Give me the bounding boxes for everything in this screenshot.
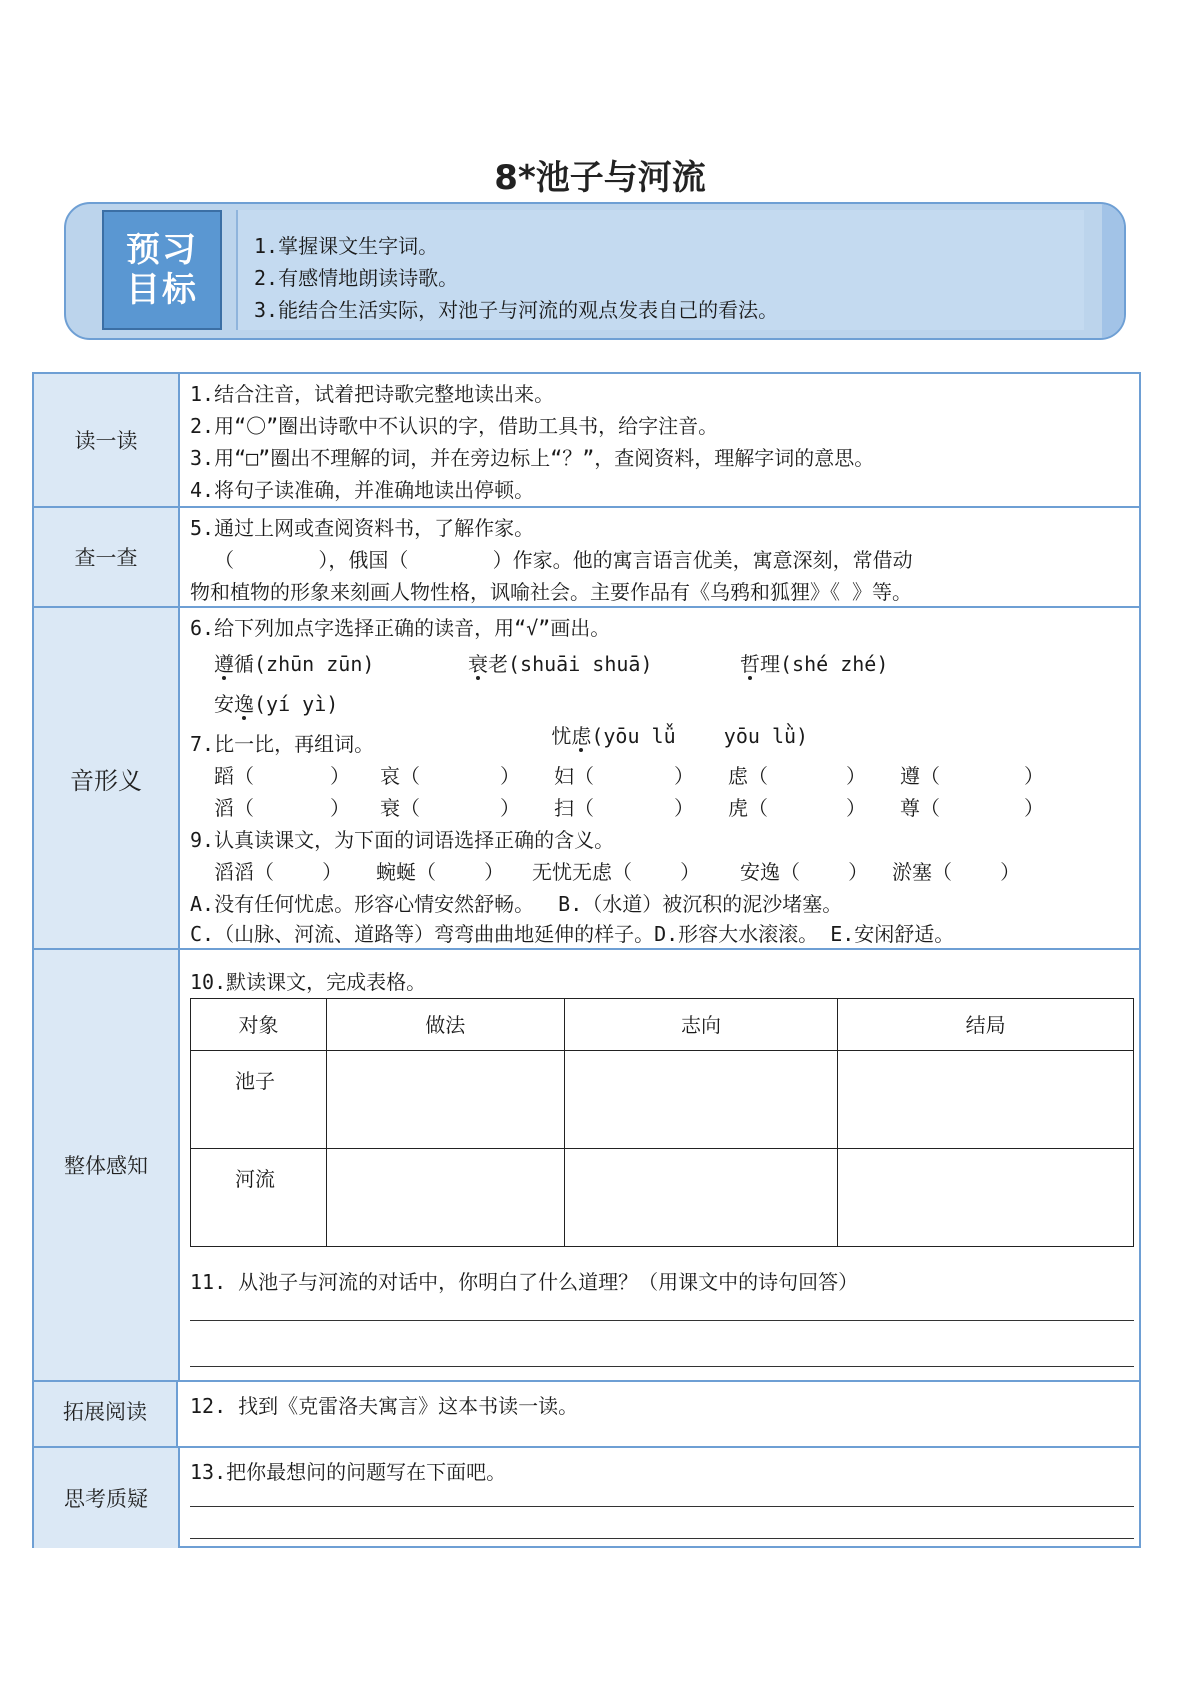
word-blank[interactable]: 淤塞（ ） [892, 860, 1021, 884]
compare-blank-end[interactable]: ） [1024, 764, 1044, 788]
dotted-char: 衰 [468, 652, 488, 676]
answer-cell[interactable] [838, 1051, 1134, 1149]
compare-blank-end[interactable]: ） [674, 764, 694, 788]
compare-blank-end[interactable]: ） [330, 764, 350, 788]
question-line: 13.把你最想问的问题写在下面吧。 [190, 1460, 507, 1484]
answer-cell[interactable] [838, 1149, 1134, 1247]
section-label: 读一读 [34, 374, 180, 506]
answer-line[interactable] [190, 1506, 1134, 1507]
compare-blank-end[interactable]: ） [330, 796, 350, 820]
option-line: A.没有任何忧虑。形容心情安然舒畅。 B.（水道）被沉积的泥沙堵塞。 [190, 892, 843, 916]
page-title: 8*池子与河流 [494, 158, 706, 198]
preview-goals-box [64, 202, 1126, 340]
pinyin-item[interactable]: 衰老(shuāi shuā) [468, 652, 653, 676]
compare-char: 扫（ [554, 796, 594, 820]
compare-char: 遵（ [900, 764, 940, 788]
question-line: 9.认真读课文，为下面的词语选择正确的含义。 [190, 828, 615, 852]
question-line: 6.给下列加点字选择正确的读音，用“√”画出。 [190, 616, 611, 640]
compare-char: 蹈（ [214, 764, 254, 788]
word-blank[interactable]: 蜿蜒（ ） [376, 860, 505, 884]
section-content [180, 608, 1139, 948]
compare-blank-end[interactable]: ） [846, 796, 866, 820]
word-blank[interactable]: 滔滔（ ） [214, 860, 343, 884]
answer-cell[interactable] [564, 1149, 838, 1247]
pinyin-item[interactable]: 哲理(shé zhé) [740, 652, 889, 676]
compare-blank-end[interactable]: ） [674, 796, 694, 820]
section-content [180, 508, 1139, 606]
question-line: 7.比一比，再组词。 [190, 732, 375, 756]
section-content [180, 950, 1139, 1380]
question-line: 11. 从池子与河流的对话中，你明白了什么道理？（用课文中的诗句回答） [190, 1270, 859, 1294]
question-line: 2.用“〇”圈出诗歌中不认识的字，借助工具书，给字注音。 [190, 414, 719, 438]
question-line: 5.通过上网或查阅资料书，了解作家。 [190, 516, 535, 540]
worksheet-table [32, 372, 1141, 1548]
word-blank[interactable]: 无忧无虑（ ） [532, 860, 701, 884]
row-subject: 池子 [191, 1051, 327, 1149]
section-content [180, 1448, 1139, 1548]
answer-cell[interactable] [326, 1051, 564, 1149]
compare-char: 虎（ [728, 796, 768, 820]
section-content [180, 1382, 1139, 1446]
question-line: 物和植物的形象来刻画人物性格，讽喻社会。主要作品有《乌鸦和狐狸》《 》等。 [190, 580, 913, 604]
answer-line[interactable] [190, 1538, 1134, 1539]
section-label: 整体感知 [34, 950, 180, 1380]
preview-goals-list [236, 210, 1084, 330]
compare-char: 哀（ [380, 764, 420, 788]
table-header: 结局 [838, 999, 1134, 1051]
compare-char: 妇（ [554, 764, 594, 788]
compare-blank-end[interactable]: ） [500, 764, 520, 788]
goal-item: 1.掌握课文生字词。 [254, 234, 439, 258]
table-header-row [191, 999, 1134, 1051]
option-line: C.（山脉、河流、道路等）弯弯曲曲地延伸的样子。D.形容大水滚滚。 E.安闲舒适。 [190, 922, 955, 946]
goal-box-edge [1102, 204, 1124, 338]
compare-char: 滔（ [214, 796, 254, 820]
answer-cell[interactable] [326, 1149, 564, 1247]
compare-blank-end[interactable]: ） [1024, 796, 1044, 820]
compare-char: 尊（ [900, 796, 940, 820]
goal-item: 2.有感情地朗读诗歌。 [254, 266, 459, 290]
compare-blank-end[interactable]: ） [846, 764, 866, 788]
table-header: 做法 [326, 999, 564, 1051]
section-label: 音形义 [34, 608, 180, 948]
pinyin-item[interactable]: 安逸(yí yì) [214, 692, 339, 716]
preview-goals-label [102, 210, 222, 330]
table-header: 对象 [191, 999, 327, 1051]
section-extend [34, 1380, 1139, 1446]
question-line: 3.用“□”圈出不理解的词，并在旁边标上“？”，查阅资料，理解字词的意思。 [190, 446, 875, 470]
pinyin-item[interactable]: 遵循(zhūn zūn) [214, 652, 375, 676]
dotted-char: 遵 [214, 652, 234, 676]
question-line: 12. 找到《克雷洛夫寓言》这本书读一读。 [190, 1394, 579, 1418]
question-line: 10.默读课文，完成表格。 [190, 970, 427, 994]
fill-blank-line[interactable]: （ ），俄国（ ）作家。他的寓言语言优美，寓意深刻，常借动 [190, 548, 913, 572]
section-think [34, 1446, 1139, 1548]
answer-line[interactable] [190, 1320, 1134, 1321]
section-form [34, 606, 1139, 948]
section-content [180, 374, 1139, 506]
compare-blank-end[interactable]: ） [500, 796, 520, 820]
table-row [191, 1051, 1134, 1149]
table-row [191, 1149, 1134, 1247]
pinyin-item[interactable]: 忧虑(yōu lǚ yōu lǜ) [551, 724, 809, 748]
table-header: 志向 [564, 999, 838, 1051]
section-label: 思考质疑 [34, 1448, 180, 1548]
compare-char: 衰（ [380, 796, 420, 820]
dotted-char: 虑 [571, 724, 592, 748]
question-line: 1.结合注音，试着把诗歌完整地读出来。 [190, 382, 555, 406]
section-label: 查一查 [34, 508, 180, 606]
answer-line[interactable] [190, 1366, 1134, 1367]
answer-cell[interactable] [564, 1051, 838, 1149]
word-blank[interactable]: 安逸（ ） [740, 860, 869, 884]
dotted-char: 哲 [740, 652, 760, 676]
section-check [34, 506, 1139, 606]
goal-label-line2: 目标 [126, 270, 198, 310]
goal-item: 3.能结合生活实际，对池子与河流的观点发表自己的看法。 [254, 298, 779, 322]
compare-char: 虑（ [728, 764, 768, 788]
goal-label-line1: 预习 [126, 230, 198, 270]
section-read [34, 374, 1139, 506]
question-line: 4.将句子读准确，并准确地读出停顿。 [190, 478, 535, 502]
summary-table [190, 998, 1134, 1247]
row-subject: 河流 [191, 1149, 327, 1247]
dotted-char: 逸 [234, 692, 254, 716]
section-label: 拓展阅读 [34, 1382, 178, 1446]
section-whole [34, 948, 1139, 1380]
